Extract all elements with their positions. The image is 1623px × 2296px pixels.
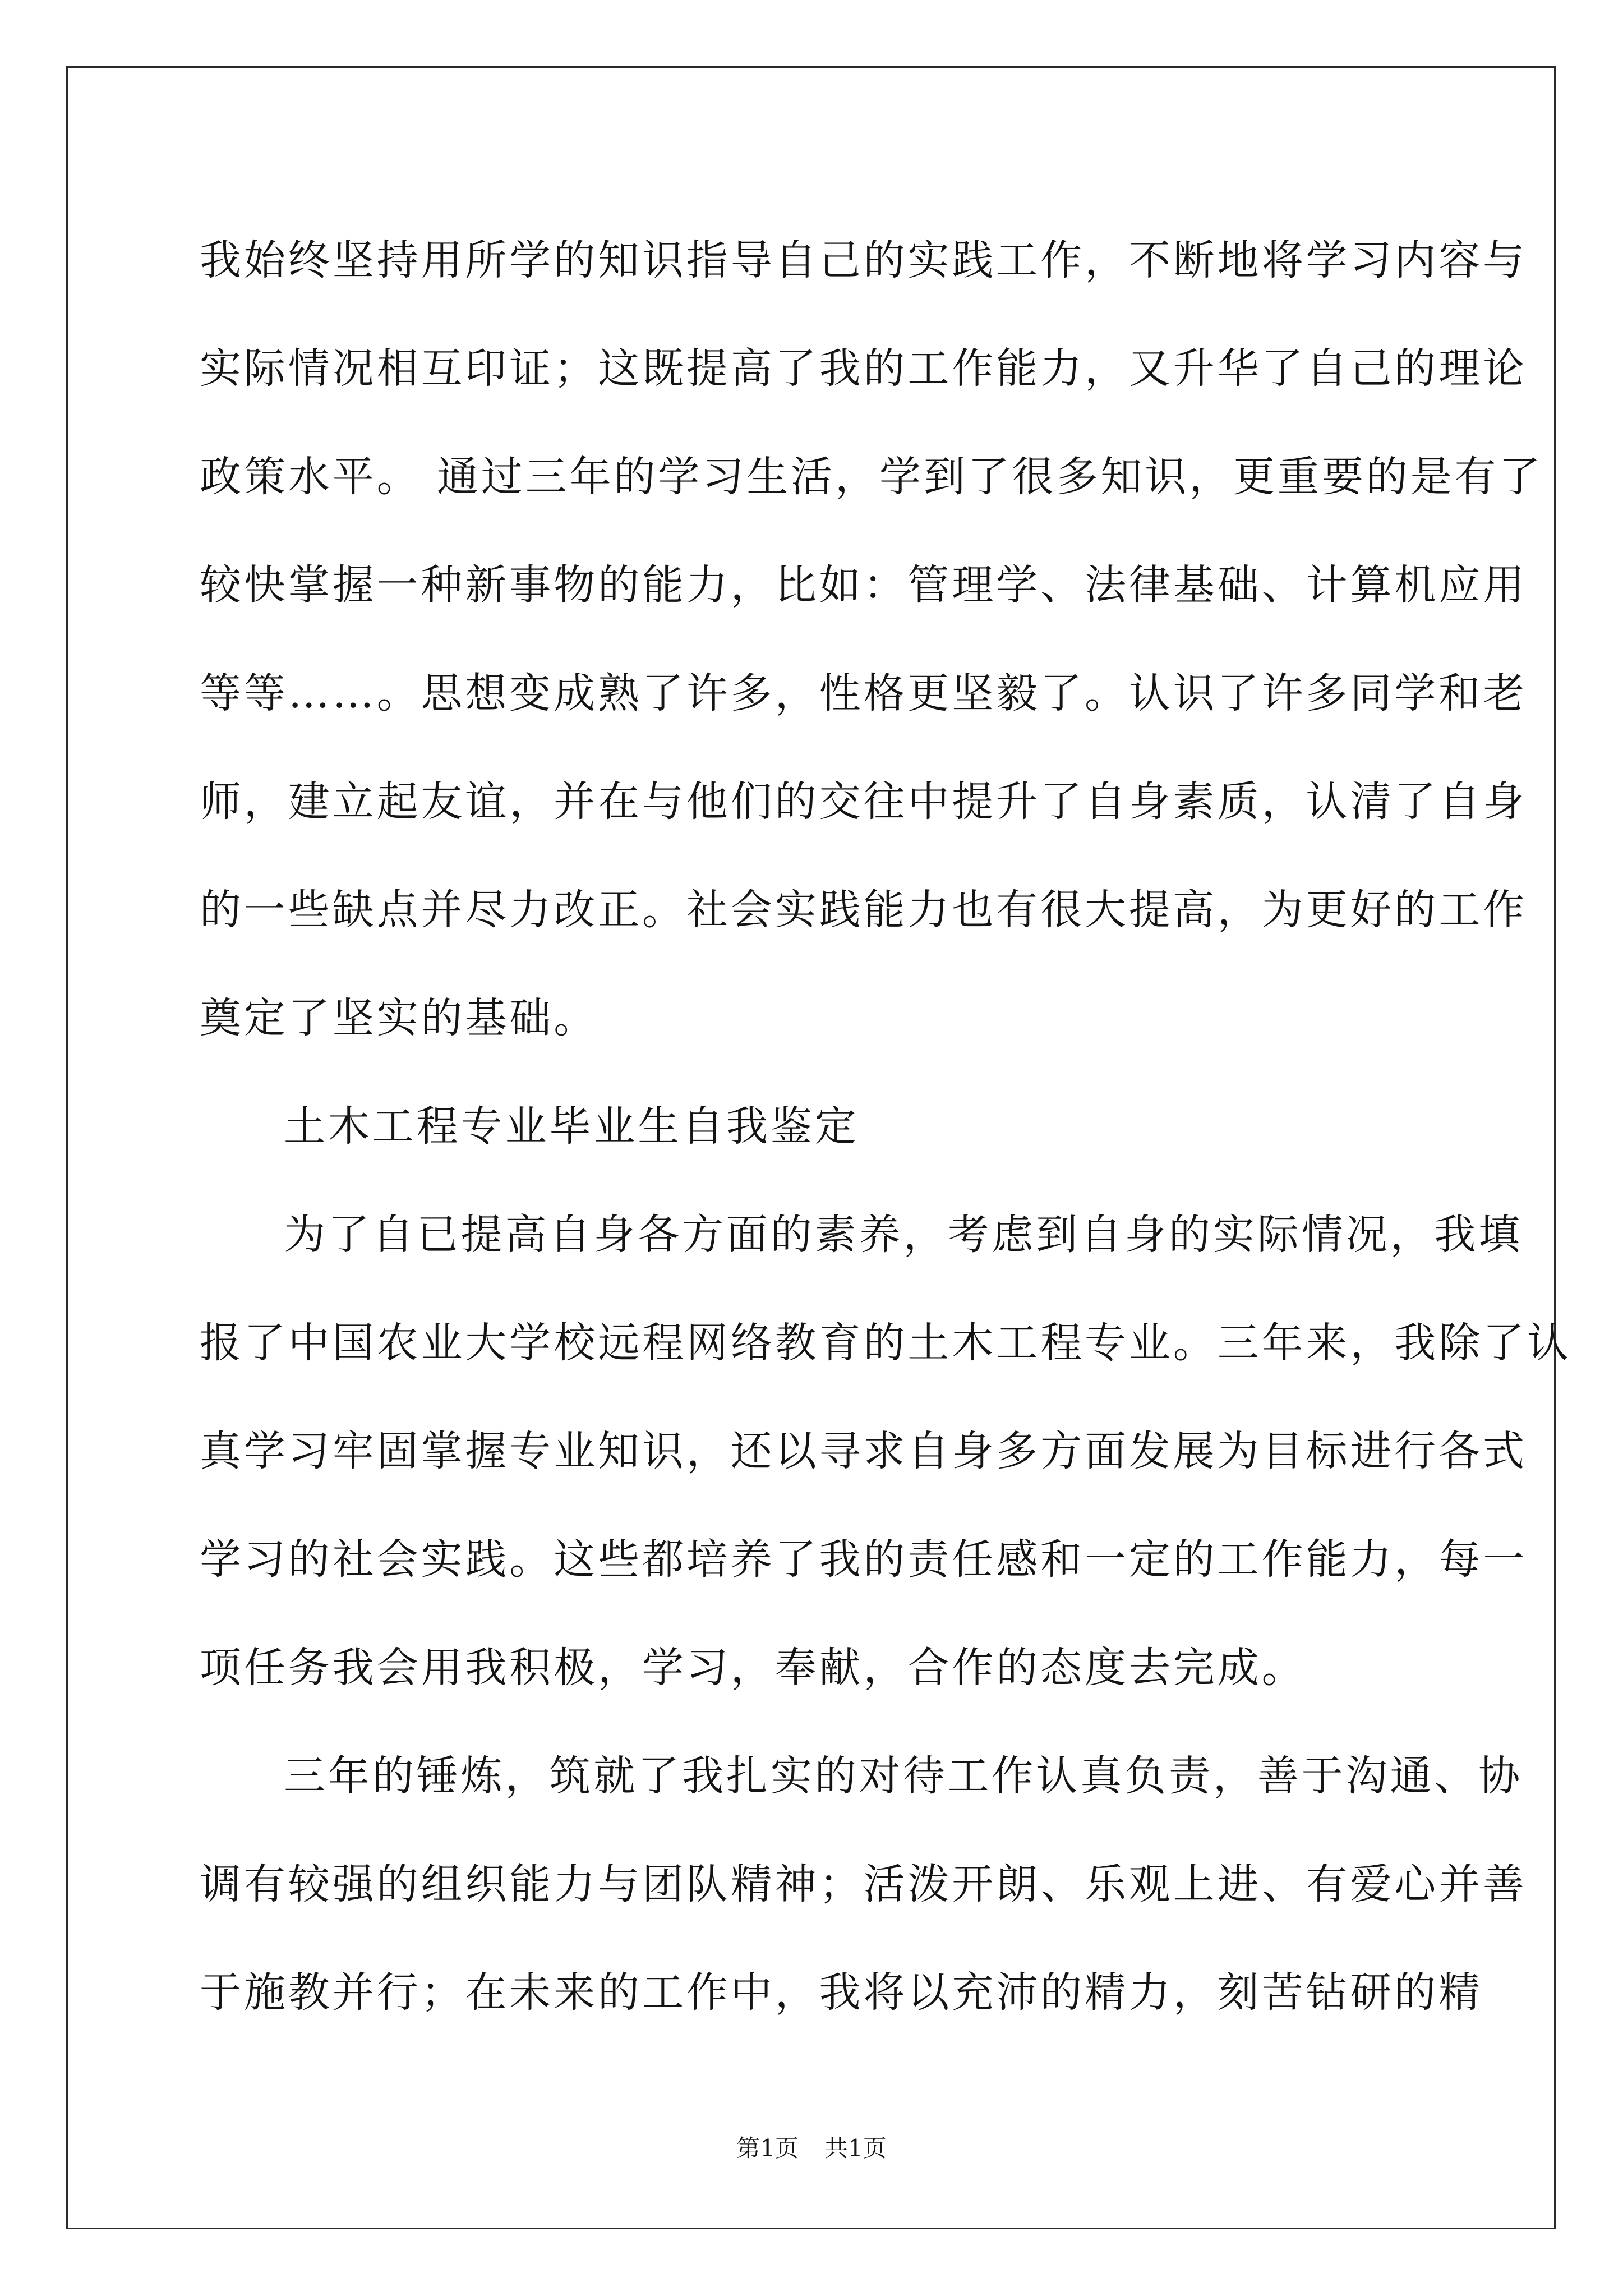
text-line: 土木工程专业毕业生自我鉴定 xyxy=(284,1102,859,1151)
text-line: 奠定了坚实的基础。 xyxy=(200,994,598,1042)
text-line: 师，建立起友谊，并在与他们的交往中提升了自身素质，认清了自身 xyxy=(200,777,1527,826)
text-line: 项任务我会用我积极，学习，奉献，合作的态度去完成。 xyxy=(200,1644,1306,1692)
text-line: 实际情况相互印证；这既提高了我的工作能力，又升华了自己的理论 xyxy=(200,344,1527,393)
text-line: 真学习牢固掌握专业知识，还以寻求自身多方面发展为目标进行各式 xyxy=(200,1427,1527,1475)
text-line: 报了中国农业大学校远程网络教育的土木工程专业。三年来，我除了认 xyxy=(200,1319,1571,1367)
text-line: 较快掌握一种新事物的能力，比如：管理学、法律基础、计算机应用 xyxy=(200,561,1527,609)
text-line: 调有较强的组织能力与团队精神；活泼开朗、乐观上进、有爱心并善 xyxy=(200,1860,1527,1908)
document-body xyxy=(200,206,1571,2047)
page-footer xyxy=(0,2132,1623,2165)
page-number-current: 第1页 xyxy=(736,2134,799,2162)
text-line: 政策水平。 通过三年的学习生活，学到了很多知识，更重要的是有了 xyxy=(200,453,1543,501)
text-line: 的一些缺点并尽力改正。社会实践能力也有很大提高，为更好的工作 xyxy=(200,886,1527,934)
text-line: 我始终坚持用所学的知识指导自己的实践工作，不断地将学习内容与 xyxy=(200,236,1527,284)
page-number-total: 共1页 xyxy=(824,2134,887,2162)
text-line: 三年的锤炼，筑就了我扎实的对待工作认真负责，善于沟通、协 xyxy=(284,1752,1523,1800)
text-line: 等等……。思想变成熟了许多，性格更坚毅了。认识了许多同学和老 xyxy=(200,669,1527,717)
text-line: 于施教并行；在未来的工作中，我将以充沛的精力，刻苦钻研的精 xyxy=(200,1968,1483,2017)
text-line: 学习的社会实践。这些都培养了我的责任感和一定的工作能力，每一 xyxy=(200,1535,1527,1584)
text-line: 为了自已提高自身各方面的素养，考虑到自身的实际情况，我填 xyxy=(284,1211,1523,1259)
